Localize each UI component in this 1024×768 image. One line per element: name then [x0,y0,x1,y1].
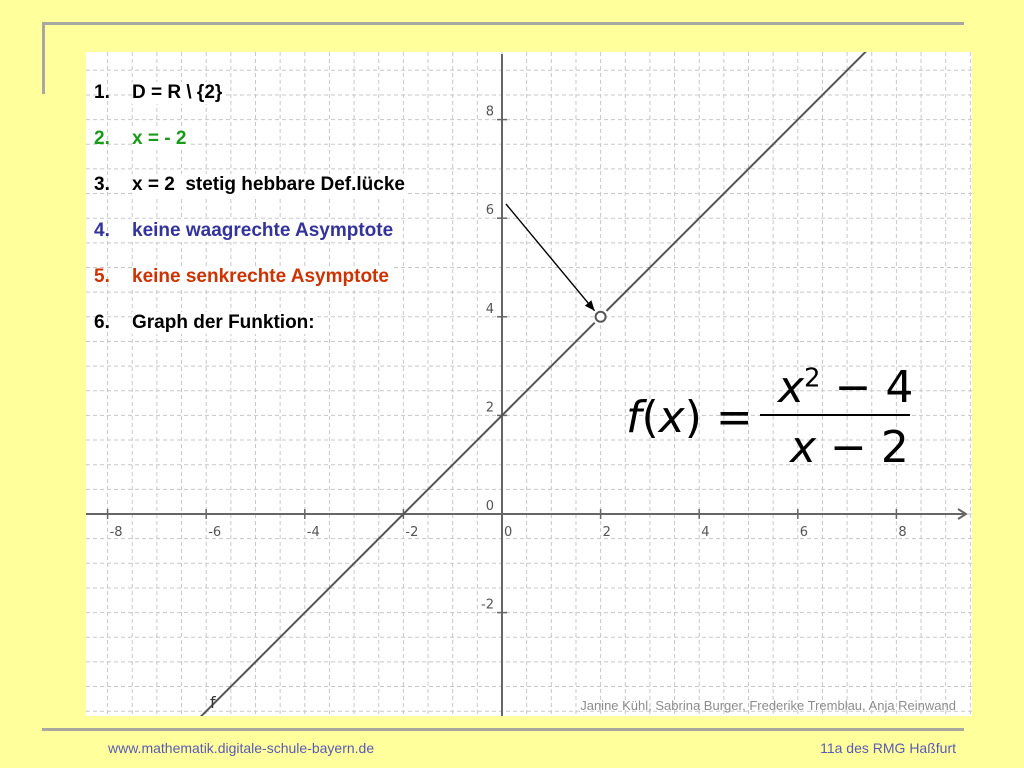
list-item [94,312,524,358]
list-item [94,174,524,220]
list-item [94,82,524,128]
formula-x: x [658,392,685,443]
formula-equals: = [701,392,753,443]
x-tick-label: -6 [208,525,222,540]
item-text: Graph der Funktion: [132,312,315,333]
y-tick-label: 0 [485,499,494,514]
y-tick-label: 2 [485,400,494,416]
y-tick-label: 8 [485,104,494,120]
y-tick-label: 4 [485,301,494,317]
y-tick-label: 6 [485,203,494,219]
function-formula [626,362,926,482]
frame-top-rule [42,22,964,25]
formula-lhs [626,392,753,443]
fraction-bar [760,414,910,416]
numerator-x: x [778,362,805,413]
denominator-x: x [790,422,817,473]
item-text: D = R \ {2} [132,82,223,103]
x-tick-label: 6 [799,525,809,540]
footer-school: 11a des RMG Haßfurt [820,740,956,756]
list-item [94,128,524,174]
y-tick-label: -2 [481,597,494,613]
x-tick-label: -2 [405,525,419,540]
item-number: 2. [94,128,110,149]
graph-line-upper [607,52,946,311]
item-text: x = 2 stetig hebbare Def.lücke [132,174,405,195]
x-tick-label: 0 [504,525,513,540]
item-number: 1. [94,82,110,103]
numerator-exponent: 2 [804,363,821,394]
formula-paren-open: ( [641,392,659,443]
property-list [94,82,524,358]
footer-rule [42,728,964,731]
list-item [94,266,524,312]
item-text: keine waagrechte Asymptote [132,220,394,241]
authors-credit: Janine Kühl, Sabrina Burger, Frederike Tremblau, Anja Reinwand [580,698,956,713]
formula-denominator [790,422,909,473]
graph-line-lower [191,323,594,716]
numerator-rest: − 4 [820,362,914,413]
x-tick-label: 4 [701,525,710,540]
formula-f: f [626,392,642,443]
frame-left-rule [42,22,45,94]
footer-website: www.mathematik.digitale-schule-bayern.de [108,740,375,756]
x-tick-label: -8 [109,525,123,540]
item-text: keine senkrechte Asymptote [132,266,389,287]
item-number: 6. [94,312,110,333]
list-item [94,220,524,266]
formula-numerator [778,362,913,413]
curve-label: f [210,693,216,712]
x-tick-label: 8 [898,525,907,540]
removable-discontinuity-hole [596,312,606,322]
item-text: x = - 2 [132,128,187,149]
formula-paren-close: ) [684,392,702,443]
x-tick-label: 2 [602,525,611,540]
denominator-rest: − 2 [816,422,909,473]
item-number: 4. [94,220,110,241]
item-number: 3. [94,174,110,195]
item-number: 5. [94,266,110,287]
x-tick-label: -4 [306,525,320,540]
